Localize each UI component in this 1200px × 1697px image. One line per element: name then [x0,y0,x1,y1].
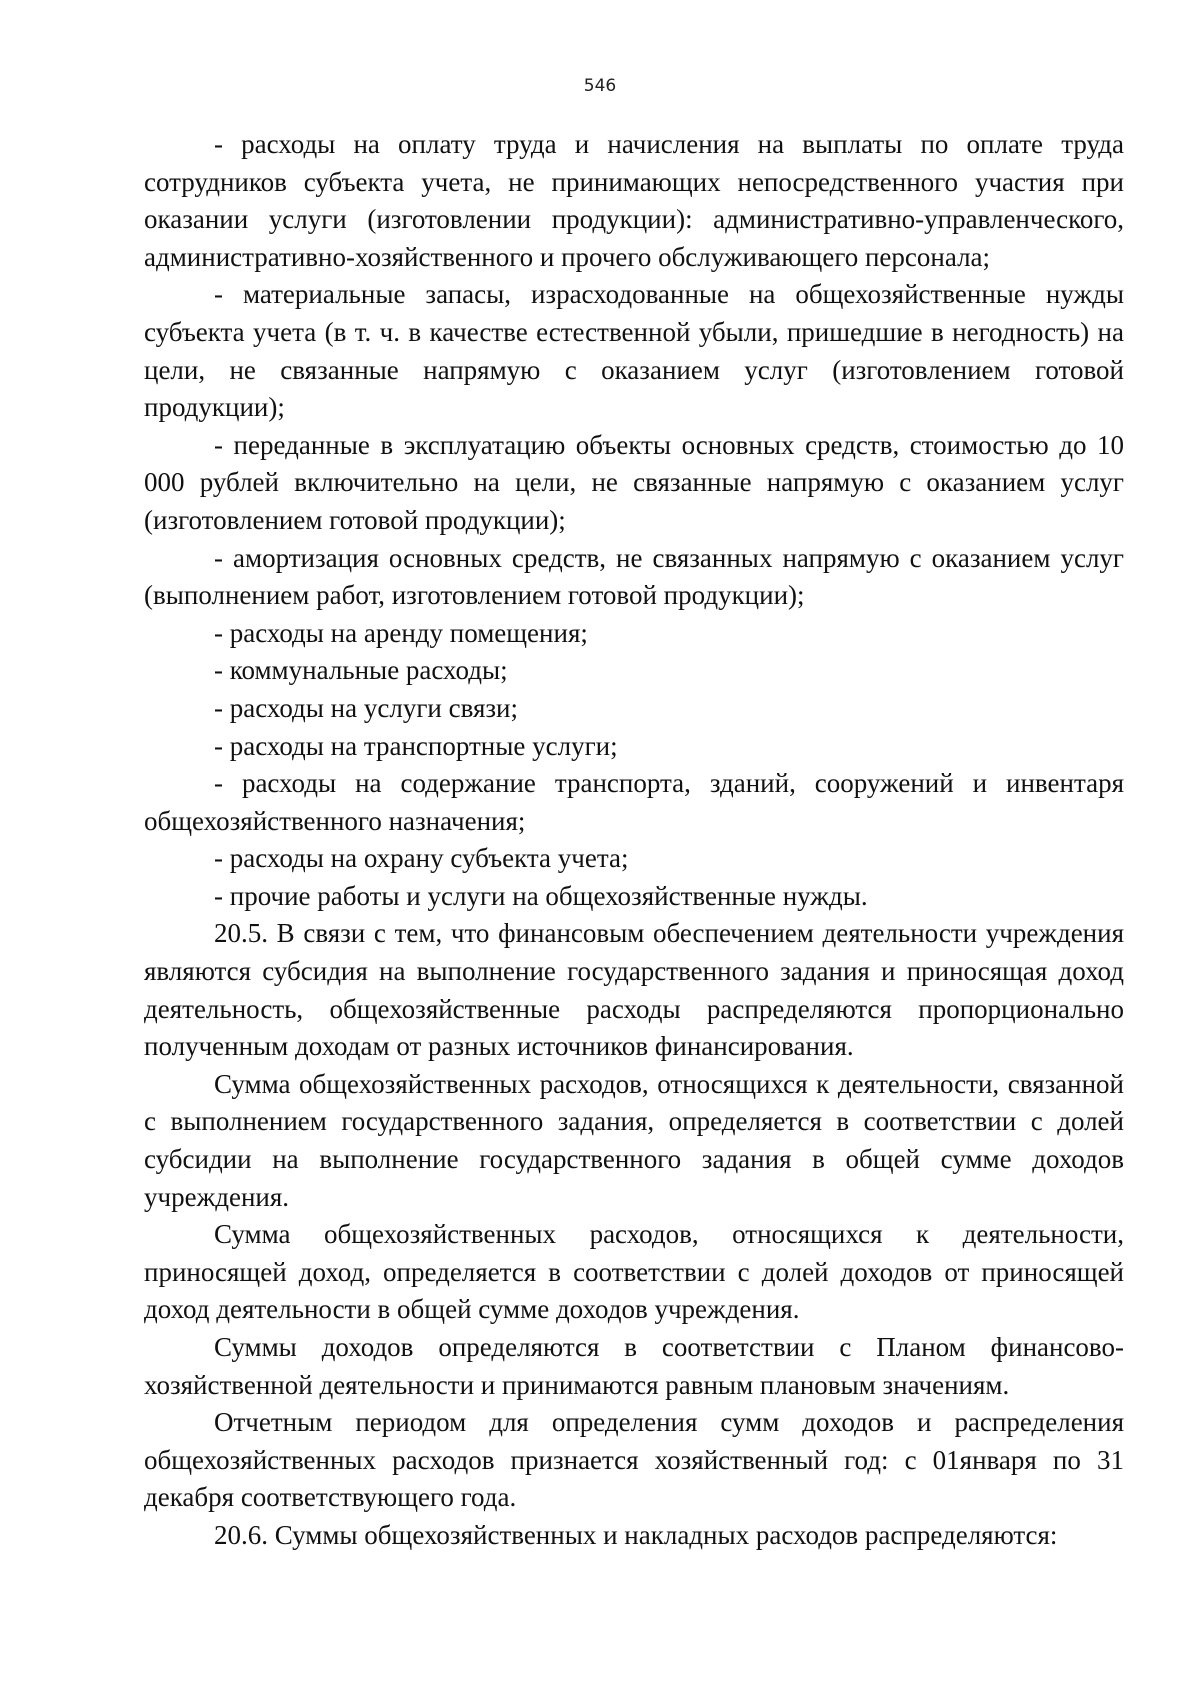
paragraph-other-works: - прочие работы и услуги на общехозяйственные нужды. [214,880,868,911]
document-body [144,126,1124,1555]
paragraph-reporting-period: Отчетным периодом для определения сумм доходов и распределения общехозяйственных расходов признается хозяйственный год: с 01января по 31 декабря соответствующего года. [144,1407,1124,1513]
paragraph-state-task-share: Сумма общехозяйственных расходов, относящихся к деятельности, связанной с выполнением государственного задания, определяется в соответствии с долей субсидии на выполнение государственного задания в общей сумме доходов учреждения. [144,1068,1124,1212]
paragraph-income-plan: Суммы доходов определяются в соответствии с Планом финансово-хозяйственной деятельности и принимаются равным плановым значениям. [144,1332,1124,1400]
paragraph-admin-staff-expenses: - расходы на оплату труда и начисления на выплаты по оплате труда сотрудников субъекта учета, не принимающих непосредственного участия при оказании услуги (изготовлении продукции): административно-управленческого, административно-хозяйственного и прочего обслуживающего персонала; [144,129,1124,272]
paragraph-section-20-5: 20.5. В связи с тем, что финансовым обеспечением деятельности учреждения являются субсидия на выполнение государственного задания и приносящая доход деятельность, общехозяйственные расходы распределяются пропорционально полученным доходам от разных источников финансирования. [144,918,1124,1062]
paragraph-fixed-assets: - переданные в эксплуатацию объекты основных средств, стоимостью до 10 000 рублей включительно на цели, не связанные напрямую с оказанием услуг (изготовлением готовой продукции); [144,429,1124,535]
paragraph-communication: - расходы на услуги связи; [214,692,519,723]
paragraph-security: - расходы на охрану субъекта учета; [214,843,629,874]
paragraph-rent: - расходы на аренду помещения; [214,617,588,648]
paragraph-income-activity-share: Сумма общехозяйственных расходов, относящихся к деятельности, приносящей доход, определяется в соответствии с долей доходов от приносящей доход деятельности в общей сумме доходов учреждения. [144,1219,1124,1325]
paragraph-utilities: - коммунальные расходы; [214,655,508,686]
paragraph-material-supplies: - материальные запасы, израсходованные на общехозяйственные нужды субъекта учета (в т. ч. в качестве естественной убыли, пришедшие в негодность) на цели, не связанные напрямую с оказанием услуг (изготовлением готовой продукции); [144,279,1124,423]
paragraph-transport-services: - расходы на транспортные услуги; [214,730,618,761]
paragraph-section-20-6: 20.6. Суммы общехозяйственных и накладных расходов распределяются: [214,1519,1058,1550]
paragraph-maintenance: - расходы на содержание транспорта, зданий, сооружений и инвентаря общехозяйственного назначения; [144,768,1124,836]
paragraph-depreciation: - амортизация основных средств, не связанных напрямую с оказанием услуг (выполнением работ, изготовлением готовой продукции); [144,542,1124,611]
page-number: 546 [583,76,617,96]
